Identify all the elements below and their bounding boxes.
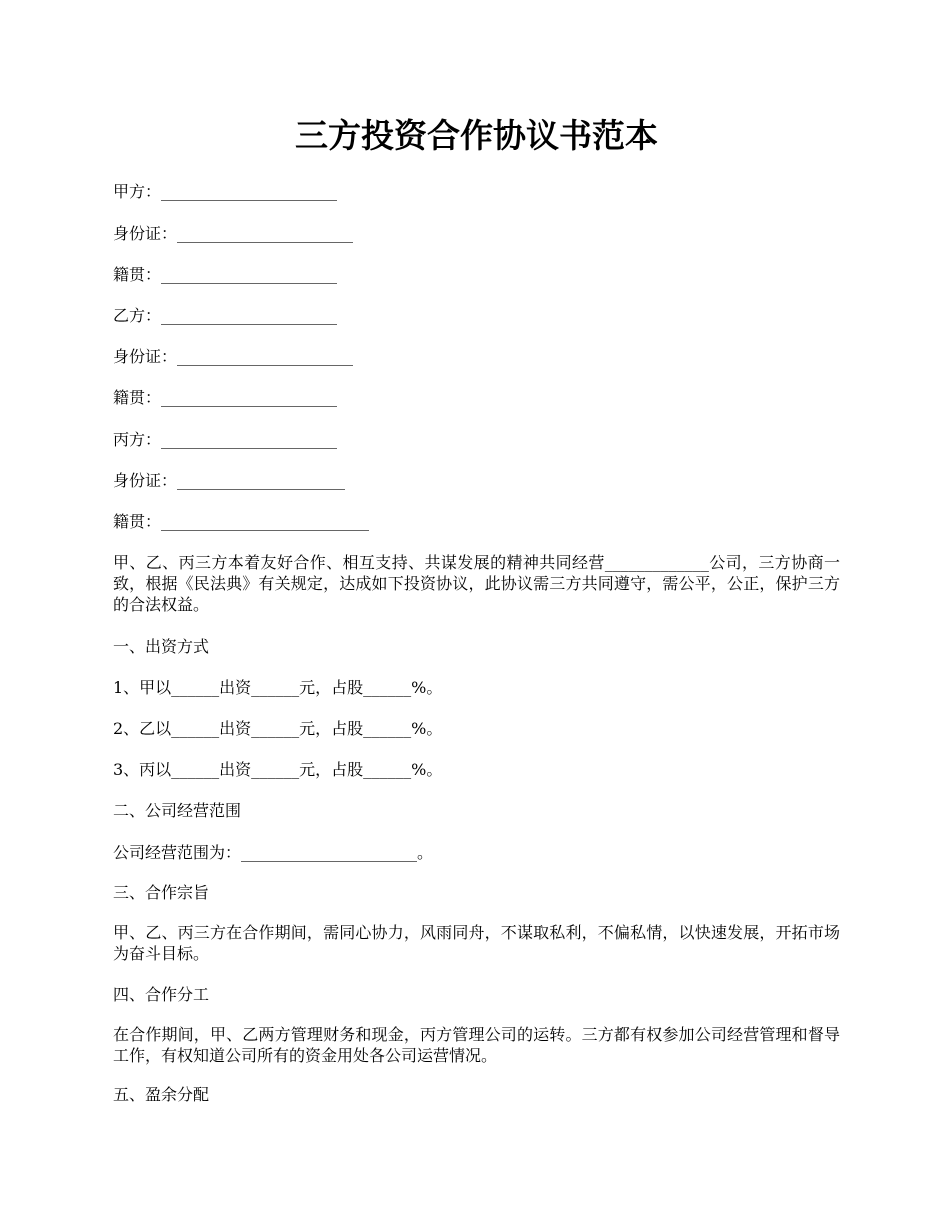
section-2-text: 公司经营范围为：______________________。: [113, 843, 434, 862]
field-party-a-id: 身份证：______________________: [113, 224, 354, 243]
field-party-b: 乙方：______________________: [113, 306, 338, 325]
field-party-c-id: 身份证：_____________________: [113, 471, 346, 490]
field-party-c-origin: 籍贯：__________________________: [113, 512, 370, 531]
field-party-b-id: 身份证：______________________: [113, 347, 354, 366]
field-party-a-origin: 籍贯：______________________: [113, 265, 338, 284]
intro-paragraph: 甲、乙、丙三方本着友好合作、相互支持、共谋发展的精神共同经营_____________公司，三方协商一致，根据《民法典》有关规定，达成如下投资协议，此协议需三方共同遵守，需公平，公正，保护三方的合法权益。: [113, 553, 840, 614]
section-3-text: 甲、乙、丙三方在合作期间，需同心协力，风雨同舟，不谋取私利，不偏私情，以快速发展，开拓市场为奋斗目标。: [113, 923, 840, 963]
field-party-c: 丙方：______________________: [113, 430, 338, 449]
section-4-text: 在合作期间，甲、乙两方管理财务和现金，丙方管理公司的运转。三方都有权参加公司经营管理和督导工作，有权知道公司所有的资金用处各公司运营情况。: [113, 1025, 840, 1065]
section-1-item-b: 2、乙以______出资______元，占股______%。: [113, 719, 443, 738]
section-4-heading: 四、合作分工: [113, 985, 210, 1004]
document-title: 三方投资合作协议书范本: [295, 116, 658, 155]
section-1-item-c: 3、丙以______出资______元，占股______%。: [113, 760, 443, 779]
section-5-heading: 五、盈余分配: [113, 1085, 210, 1104]
section-1-heading: 一、出资方式: [113, 637, 210, 656]
field-party-a: 甲方：______________________: [113, 182, 338, 201]
section-3-heading: 三、合作宗旨: [113, 883, 210, 902]
section-1-item-a: 1、甲以______出资______元，占股______%。: [113, 678, 443, 697]
section-2-heading: 二、公司经营范围: [113, 801, 242, 820]
field-party-b-origin: 籍贯：______________________: [113, 388, 338, 407]
